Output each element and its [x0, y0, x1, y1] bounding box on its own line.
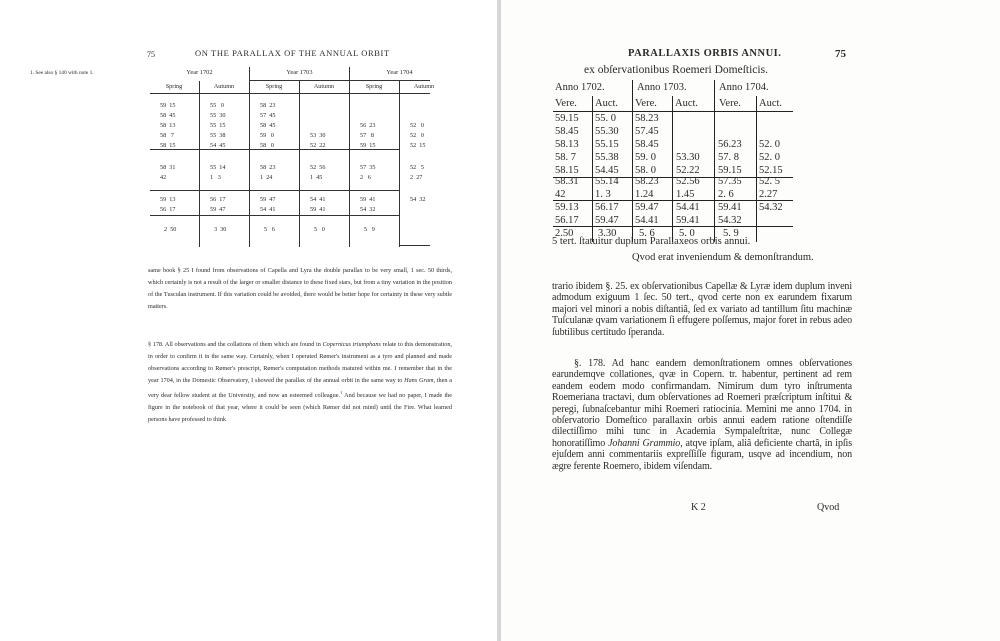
- table-cell: 54 32: [410, 196, 426, 203]
- season-header: Auct.: [595, 98, 619, 109]
- table-cell: 52. 0 52. 0 52.15: [759, 139, 783, 176]
- table-cell: 55. 0 55.30 55.15 55.38 54.45: [595, 113, 619, 176]
- table-total: 5 9: [364, 226, 375, 233]
- table-rule: [400, 245, 430, 246]
- table-total: 5. 9: [723, 228, 739, 239]
- table-cell: 54.32: [759, 202, 783, 213]
- right-paragraph-1: trario ibidem §. 25. ex obſervationibus Capellæ & Lyræ idem duplum inveni admodum exiguum 1 ſec. 50 tert., qvod certe non ex earundem fixarum majori vel minori a nobis diſtantiâ, ſed ex variato ad tantillum ſitu machinæ Tuſculanæ qvam variationem ſi effugere poſſemus, major foret in rebus adeo ſubtilibus certitudo ſperanda.: [552, 281, 852, 338]
- season-header: Auct.: [759, 98, 783, 109]
- table-cell: 58 31 42: [160, 164, 176, 181]
- signature-mark: K 2: [691, 502, 706, 513]
- left-paragraph-2: § 178. All observations and the collations of them which are found in Copernicus triumphans relate to this demonstration, in order to confirm it in the same way. Certainly, when I operated Rømer's instrument as a tyro and planned and made observations according to Rømer's prescript, Rømer's computation methods matured within me. I remember that in the year 1704, in the Domestic Observatory, I showed the parallax of the annual orbit in the same way to Hans Gram, then a very dear fellow student at the University, and now an esteemed colleague.$^1$ And because we had no paper, I made the figure in the notebook of that year, where it could be seen (which Rømer did not mind) until the Fire. What learned persons have professed to think: [148, 341, 453, 423]
- table-cell: 52. 5 2.27: [759, 176, 780, 200]
- table-cell: 57 35 2 6: [360, 164, 376, 181]
- table-cell: 57.35 2. 6: [718, 176, 742, 200]
- right-running-head: PARALLAXIS ORBIS ANNUI.: [628, 48, 782, 59]
- table-rule: [553, 200, 793, 201]
- left-observation-table: [150, 67, 435, 247]
- season-header: Vere.: [635, 98, 657, 109]
- qed-line: Qvod erat inveniendum & demonſtrandum.: [632, 252, 814, 263]
- table-rule: [150, 190, 400, 191]
- left-paragraph-1: same book § 25 I found from observations of Capella and Lyra the double parallax to be very small, 1 sec. 50 thirds, which certainly is not a result of the larger or smaller distance to these fixed stars, but from a tiny variation in the position of the Tusculan instrument. If this variation could be avoided, there would be better hope for certainty in these very subtle matters.: [148, 267, 452, 310]
- table-cell: 56.17 59.47: [595, 202, 619, 226]
- table-rule: [349, 67, 350, 247]
- year-header: Anno 1704.: [719, 82, 769, 93]
- season-header: Vere.: [555, 98, 577, 109]
- year-header: Year 1702: [186, 69, 213, 76]
- year-header: Anno 1703.: [637, 82, 687, 93]
- table-rule: [150, 215, 400, 216]
- table-total: 5. 0: [679, 228, 695, 239]
- table-cell: 55 0 55 30 55 15 55 38 54 45: [210, 102, 226, 149]
- left-page-number: 75: [147, 50, 155, 59]
- season-header: Spring: [165, 83, 183, 90]
- table-cell: 58.23 1.24: [635, 176, 659, 200]
- right-observation-table: [553, 80, 853, 242]
- season-header: Autumn: [213, 83, 235, 90]
- table-cell: 59 13 56 17: [160, 196, 176, 213]
- table-rule: [249, 67, 250, 247]
- table-cell: 58 23 57 45 58 45 59 0 58 0: [260, 102, 276, 149]
- season-header: Autumn: [313, 83, 335, 90]
- catchword: Qvod: [817, 502, 840, 513]
- table-cell: 55.14 1. 3: [595, 176, 619, 200]
- table-cell: 53 30 52 22: [310, 132, 326, 149]
- left-page: [0, 0, 497, 641]
- season-header: Spring: [265, 83, 283, 90]
- table-cell: 59 41 54 32: [360, 196, 376, 213]
- table-cell: 56 23 57 8 59 15: [360, 122, 376, 149]
- table-caption: ex obſervationibus Roemeri Domeſticis.: [584, 64, 768, 76]
- season-header: Spring: [365, 83, 383, 90]
- table-cell: 54 41 59 41: [310, 196, 326, 213]
- table-cell: 59.47 54.41: [635, 202, 659, 226]
- table-rule: [399, 81, 400, 247]
- year-header: Anno 1702.: [555, 82, 605, 93]
- year-header: Year 1703: [286, 69, 313, 76]
- table-cell: 52.56 1.45: [676, 176, 700, 200]
- table-rule: [672, 96, 673, 242]
- table-cell: 58.23 57.45 58.45 59. 0 58. 0: [635, 113, 659, 176]
- season-header: Vere.: [719, 98, 741, 109]
- table-cell: 59 15 58 45 58 13 58 7 58 15: [160, 102, 176, 149]
- table-rule: [553, 226, 793, 227]
- table-cell: 52 56 1 45: [310, 164, 326, 181]
- table-rule: [150, 93, 430, 94]
- table-rule: [553, 177, 793, 178]
- table-total: 5. 6: [639, 228, 655, 239]
- table-cell: 59.41 54.32: [718, 202, 742, 226]
- table-cell: 59 47 54 41: [260, 196, 276, 213]
- table-cell: 54.41 59.41: [676, 202, 700, 226]
- right-paragraph-2: §. 178. Ad hanc eandem demonſtrationem omnes obſervationes earundemqve collationes, qvæ in Copern. tr. habentur, pertinent ad rem eandem eodem modo confirmandam. Nimirum dum tyro inſtrumenta Roemeriana tractavi, dum obſervationes ad Roemeri præſcriptum inſtitui & peregi, ſubnaſcebantur mihi Roemeri ratiocinia. Memini me anno 1704. in obſervatorio Domeſtico parallaxin orbis annui eadem ratione oſtendiſſe dilectiſſimo mihi tunc in Academia Sympaleſtritæ, nunc Collegæ honoratiſſimo Johanni Grammio, atqve ipſam, aliâ deficiente chartâ, in ipſis ejuſdem anni commentariis expreſſiſſe figuram, usqve ad incendium, non ægre ferente Roemero, ibidem viſendam.: [552, 358, 852, 472]
- year-header: Year 1704: [386, 69, 413, 76]
- table-total: 5 6: [264, 226, 275, 233]
- table-rule: [199, 81, 200, 247]
- table-cell: 59.13 56.17: [555, 202, 579, 226]
- table-total: 3 30: [214, 226, 227, 233]
- conclusion-line: 5 tert. ſtatuitur duplum Parallaxeos orbis annui.: [552, 236, 751, 247]
- table-rule: [756, 96, 757, 242]
- table-cell: 56.23 57. 8 59.15: [718, 139, 742, 176]
- left-footnote: 1. See also § 140 with note 1.: [30, 70, 94, 76]
- table-cell: 52 5 2 27: [410, 164, 424, 181]
- table-rule: [250, 80, 430, 81]
- table-rule: [553, 111, 793, 112]
- table-cell: 53.30 52.22: [676, 152, 700, 176]
- table-cell: 55 14 1 3: [210, 164, 226, 181]
- table-cell: 56 17 59 47: [210, 196, 226, 213]
- left-running-head: ON THE PARALLAX OF THE ANNUAL ORBIT: [195, 48, 390, 58]
- table-total: 5 0: [314, 226, 325, 233]
- table-rule: [592, 96, 593, 242]
- table-cell: 52 0 52 0 52 15: [410, 122, 426, 149]
- table-cell: 58.31 42: [555, 176, 579, 200]
- table-rule: [714, 80, 715, 242]
- season-header: Autumn: [413, 83, 435, 90]
- table-cell: 59.15 58.45 58.13 58. 7 58.15: [555, 113, 579, 176]
- table-total: 2 50: [164, 226, 177, 233]
- right-page: [501, 0, 1000, 641]
- table-cell: 58 23 1 24: [260, 164, 276, 181]
- table-total: 2.50: [555, 228, 574, 239]
- season-header: Auct.: [675, 98, 699, 109]
- table-rule: [632, 80, 633, 242]
- right-page-number: 75: [835, 48, 846, 60]
- table-rule: [299, 81, 300, 247]
- table-total: 3.30: [598, 228, 617, 239]
